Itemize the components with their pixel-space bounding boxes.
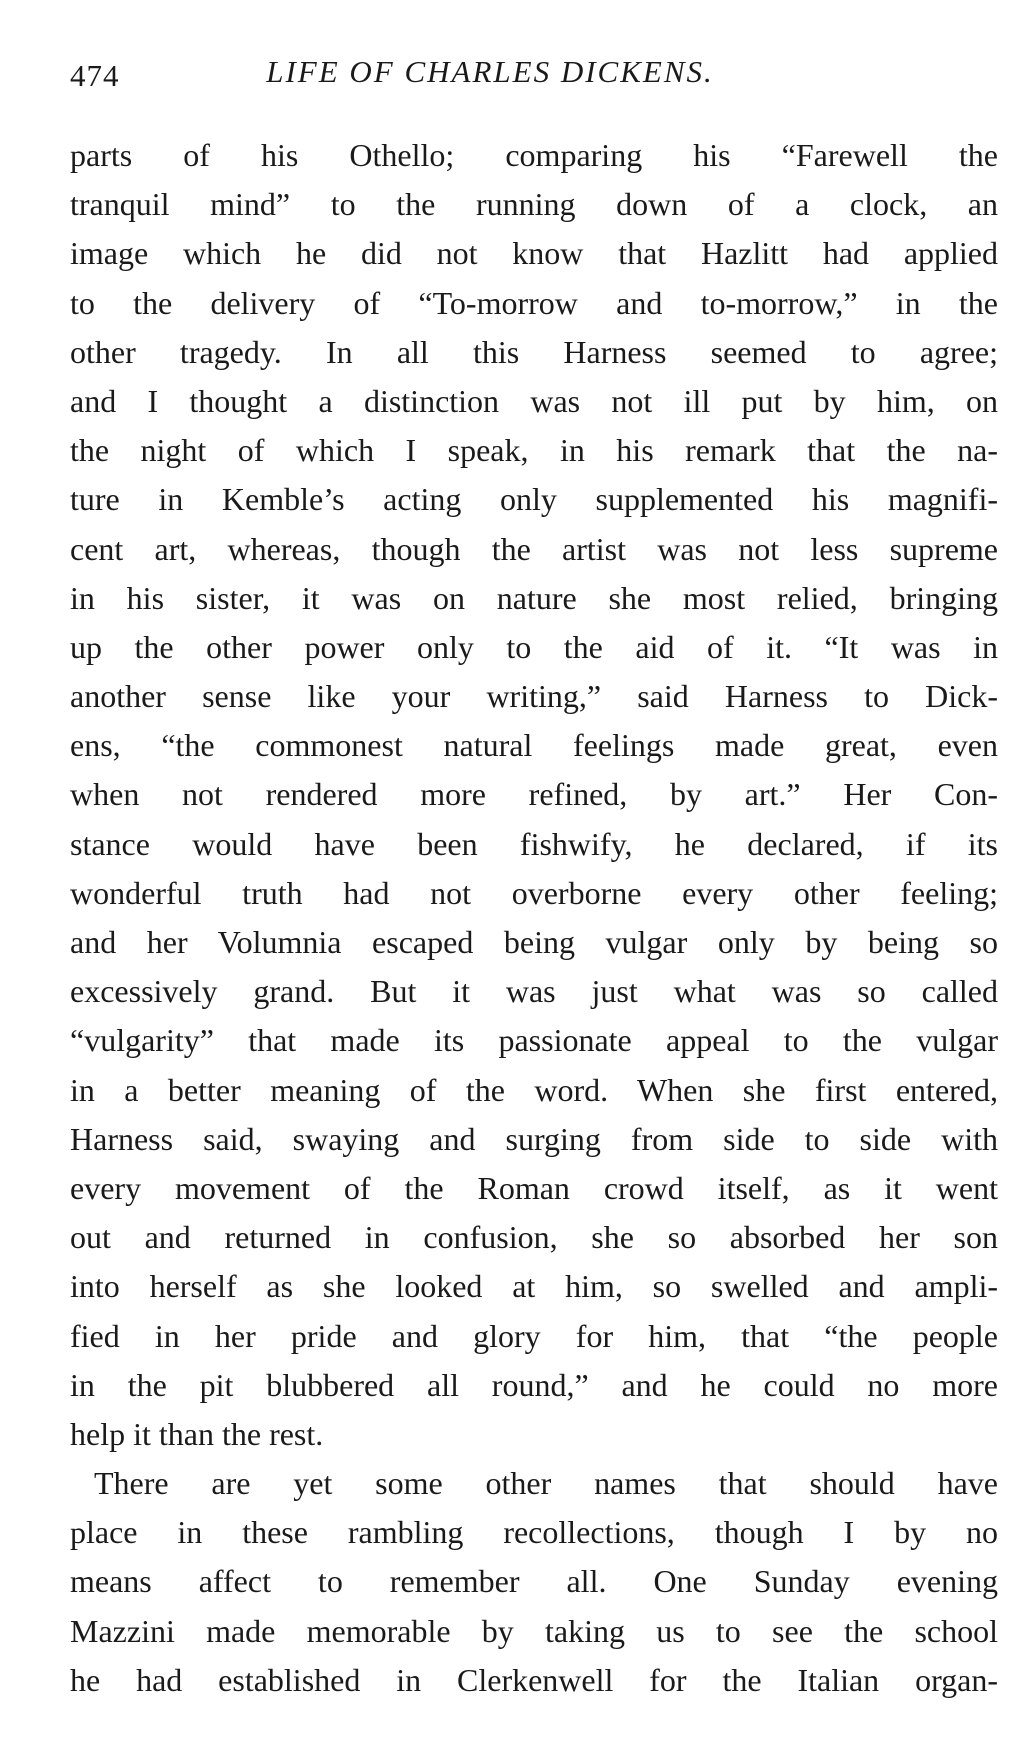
text-line: and I thought a distinction was not ill put by him, on <box>70 382 998 419</box>
text-line: Mazzini made memorable by taking us to see the school <box>70 1612 998 1649</box>
text-line: stance would have been fishwify, he declared, if its <box>70 825 998 862</box>
text-line: image which he did not know that Hazlitt had applied <box>70 235 998 272</box>
text-line: ens, “the commonest natural feelings made great, even <box>70 727 998 764</box>
text-line: into herself as she looked at him, so swelled and ampli- <box>70 1268 998 1305</box>
page-header <box>70 50 1000 100</box>
text-line: every movement of the Roman crowd itself, as it went <box>70 1169 998 1206</box>
text-line: out and returned in confusion, she so absorbed her son <box>70 1219 998 1256</box>
text-line: ture in Kemble’s acting only supplemented his magnifi- <box>70 481 998 518</box>
text-line: in the pit blubbered all round,” and he could no more <box>70 1366 998 1403</box>
text-line: the night of which I speak, in his remark that the na- <box>70 432 998 469</box>
text-line: cent art, whereas, though the artist was not less supreme <box>70 530 998 567</box>
text-line: excessively grand. But it was just what was so called <box>70 973 998 1010</box>
text-line: means affect to remember all. One Sunday evening <box>70 1563 998 1600</box>
text-line: in his sister, it was on nature she most relied, bringing <box>70 579 998 616</box>
text-line: Harness said, swaying and surging from side to side with <box>70 1120 998 1157</box>
text-line: other tragedy. In all this Harness seemed to agree; <box>70 333 998 370</box>
paragraph-last-line: help it than the rest. <box>70 1415 324 1452</box>
text-line: another sense like your writing,” said Harness to Dick- <box>70 678 998 715</box>
text-line: parts of his Othello; comparing his “Farewell the <box>70 137 998 173</box>
text-line: up the other power only to the aid of it. “It was in <box>70 628 998 665</box>
text-line: to the delivery of “To-morrow and to-morrow,” in the <box>70 284 998 321</box>
text-line: tranquil mind” to the running down of a clock, an <box>70 186 998 223</box>
text-line: place in these rambling recollections, though I by no <box>70 1514 998 1551</box>
paragraph-first-line: There are yet some other names that should have <box>94 1465 998 1502</box>
running-head: LIFE OF CHARLES DICKENS. <box>266 54 714 89</box>
body-text <box>70 131 998 1705</box>
text-line: he had established in Clerkenwell for the Italian organ- <box>70 1661 998 1698</box>
page-number: 474 <box>70 58 120 93</box>
text-line: wonderful truth had not overborne every other feeling; <box>70 874 998 911</box>
text-line: in a better meaning of the word. When she first entered, <box>70 1071 998 1108</box>
text-line: when not rendered more refined, by art.” Her Con- <box>70 776 998 813</box>
text-line: fied in her pride and glory for him, that “the people <box>70 1317 998 1354</box>
text-line: “vulgarity” that made its passionate appeal to the vulgar <box>70 1022 998 1059</box>
text-line: and her Volumnia escaped being vulgar only by being so <box>70 924 998 960</box>
